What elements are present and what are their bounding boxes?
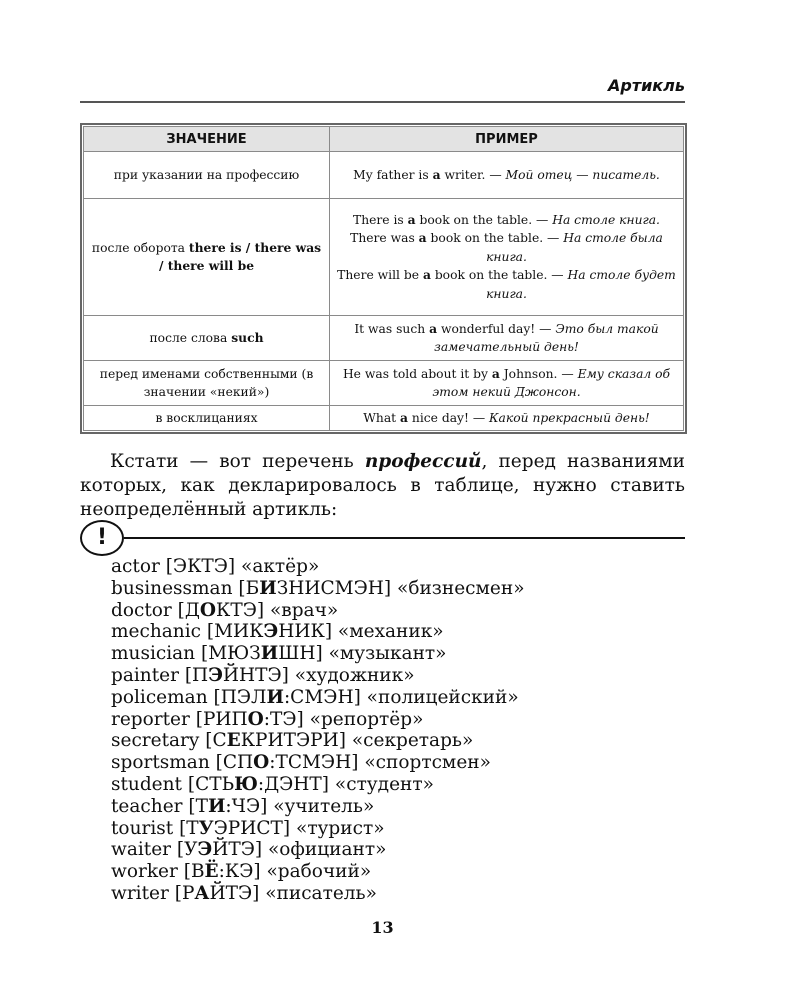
english-word: mechanic bbox=[111, 621, 201, 643]
list-item: waiter [УЭЙТЭ] «официант» bbox=[111, 839, 387, 861]
list-item: doctor [ДОКТЭ] «врач» bbox=[111, 599, 339, 621]
column-header-example: ПРИМЕР bbox=[330, 127, 684, 152]
table-row bbox=[84, 406, 684, 431]
example-line bbox=[334, 166, 679, 185]
transcription: РИП bbox=[202, 708, 248, 730]
transcription: ЙТЭ bbox=[212, 839, 255, 861]
stressed-vowel: О bbox=[247, 708, 264, 730]
example-en: It was such bbox=[354, 321, 430, 336]
list-item: policeman [ПЭЛИ:СМЭН] «полицейский» bbox=[111, 686, 519, 708]
list-item: actor [ЭКТЭ] «актёр» bbox=[111, 556, 320, 577]
transcription: :ЧЭ bbox=[225, 795, 261, 817]
profession-word-list bbox=[111, 556, 525, 905]
example-en: book on the table. — bbox=[426, 231, 564, 246]
intro-text: , перед названиями которых, как декларировалось в таблице, нужно ставить неопределённый артикль: bbox=[80, 451, 685, 520]
meaning-cell bbox=[84, 316, 330, 361]
example-translation: Ему сказал об этом некий Джонсон. bbox=[432, 366, 671, 399]
example-line bbox=[334, 211, 679, 230]
transcription: :СМЭН bbox=[283, 686, 354, 708]
stressed-vowel: Ё bbox=[204, 861, 219, 883]
article-usage-table bbox=[80, 123, 687, 434]
list-item: teacher [ТИ:ЧЭ] «учитель» bbox=[111, 795, 375, 817]
table-row bbox=[84, 152, 684, 199]
stressed-vowel: И bbox=[260, 643, 279, 665]
list-item: mechanic [МИКЭНИК] «механик» bbox=[111, 621, 444, 643]
meaning-cell bbox=[84, 199, 330, 316]
transcription: ЭРИСТ bbox=[213, 817, 283, 839]
list-item: student [СТЬЮ:ДЭНТ] «студент» bbox=[111, 773, 434, 795]
example-en: What bbox=[363, 410, 401, 425]
transcription: МЮЗ bbox=[208, 643, 261, 665]
english-word: painter bbox=[111, 664, 179, 686]
article-highlight: a bbox=[422, 267, 431, 283]
table-row bbox=[84, 361, 684, 406]
meaning-cell: при указании на профессию bbox=[84, 152, 330, 199]
example-line bbox=[334, 320, 679, 357]
example-translation: Мой отец — писатель. bbox=[505, 167, 660, 182]
russian-translation: репортёр bbox=[320, 708, 413, 730]
example-line bbox=[334, 409, 679, 428]
list-item: worker [ВЁ:КЭ] «рабочий» bbox=[111, 861, 372, 883]
russian-translation: секретарь bbox=[363, 730, 462, 752]
example-translation: На столе будет книга. bbox=[486, 268, 676, 301]
alert-divider bbox=[124, 537, 685, 539]
russian-translation: художник bbox=[306, 664, 404, 686]
english-word: tourist bbox=[111, 817, 174, 839]
list-item: writer [РАЙТЭ] «писатель» bbox=[111, 882, 377, 904]
intro-paragraph bbox=[80, 450, 685, 522]
example-line bbox=[334, 365, 679, 402]
example-cell bbox=[330, 406, 684, 431]
meaning-keyword: there is / there was / there will be bbox=[158, 239, 322, 273]
english-word: musician bbox=[111, 643, 196, 665]
russian-translation: бизнесмен bbox=[408, 577, 514, 599]
example-en: There was bbox=[350, 231, 419, 246]
stressed-vowel: О bbox=[199, 599, 217, 621]
example-en: book on the table. — bbox=[430, 268, 568, 283]
example-en: wonderful day! — bbox=[437, 321, 556, 336]
article-highlight: a bbox=[432, 166, 441, 182]
russian-translation: писатель bbox=[276, 882, 366, 904]
transcription: П bbox=[192, 664, 209, 686]
example-en: My father is bbox=[353, 167, 433, 182]
english-word: sportsman bbox=[111, 752, 210, 774]
transcription: Б bbox=[245, 577, 260, 599]
example-translation: На столе книга. bbox=[552, 212, 660, 227]
list-item: musician [МЮЗИШН] «музыкант» bbox=[111, 643, 447, 665]
list-item: tourist [ТУЭРИСТ] «турист» bbox=[111, 817, 385, 839]
transcription: Т bbox=[186, 817, 199, 839]
intro-emphasis: профессий bbox=[364, 451, 482, 472]
list-item: sportsman [СПО:ТСМЭН] «спортсмен» bbox=[111, 752, 491, 774]
transcription: ЙТЭ bbox=[209, 882, 253, 904]
transcription: Э bbox=[172, 556, 188, 577]
transcription: Т bbox=[195, 795, 208, 817]
transcription: ЗНИСМЭН bbox=[276, 577, 384, 599]
russian-translation: врач bbox=[281, 599, 327, 621]
meaning-keyword: such bbox=[231, 329, 264, 345]
example-translation: Это был такой замечательный день! bbox=[434, 321, 659, 354]
example-en: nice day! — bbox=[407, 410, 490, 425]
transcription: МИК bbox=[214, 621, 264, 643]
meaning-text: после оборота bbox=[91, 240, 189, 255]
transcription: СП bbox=[222, 752, 254, 774]
russian-translation: рабочий bbox=[277, 861, 360, 883]
english-word: worker bbox=[111, 861, 178, 883]
example-cell bbox=[330, 361, 684, 406]
stressed-vowel: Э bbox=[197, 839, 213, 861]
english-word: teacher bbox=[111, 795, 183, 817]
transcription: :ДЭНТ bbox=[257, 773, 322, 795]
example-en: He was told about it by bbox=[342, 366, 492, 381]
transcription: СТЬ bbox=[195, 773, 235, 795]
article-highlight: a bbox=[418, 230, 427, 246]
header-divider bbox=[80, 101, 685, 103]
stressed-vowel: Ю bbox=[234, 773, 258, 795]
example-en: There is bbox=[353, 212, 408, 227]
stressed-vowel: И bbox=[207, 795, 226, 817]
russian-translation: актёр bbox=[252, 556, 308, 577]
english-word: businessman bbox=[111, 577, 233, 599]
stressed-vowel: Э bbox=[208, 664, 223, 686]
example-translation: Какой прекрасный день! bbox=[489, 410, 650, 425]
english-word: actor bbox=[111, 556, 160, 577]
russian-translation: турист bbox=[307, 817, 374, 839]
example-cell bbox=[330, 199, 684, 316]
russian-translation: механик bbox=[349, 621, 433, 643]
english-word: secretary bbox=[111, 730, 200, 752]
list-item: secretary [СЕКРИТЭРИ] «секретарь» bbox=[111, 730, 474, 752]
article-highlight: a bbox=[491, 365, 500, 381]
list-item: painter [ПЭЙНТЭ] «художник» bbox=[111, 664, 415, 686]
english-word: writer bbox=[111, 882, 169, 904]
exclamation-icon: ! bbox=[80, 520, 124, 556]
stressed-vowel: И bbox=[259, 577, 277, 599]
russian-translation: учитель bbox=[284, 795, 363, 817]
russian-translation: студент bbox=[346, 773, 423, 795]
article-highlight: a bbox=[400, 409, 408, 425]
transcription: КРИТЭРИ bbox=[240, 730, 339, 752]
transcription: :ТСМЭН bbox=[269, 752, 352, 774]
russian-translation: музыкант bbox=[339, 643, 436, 665]
transcription: КТЭ bbox=[216, 599, 257, 621]
example-line bbox=[334, 266, 679, 303]
table-header-row bbox=[84, 127, 684, 152]
example-cell bbox=[330, 316, 684, 361]
stressed-vowel: А bbox=[194, 882, 210, 904]
transcription: :ТЭ bbox=[263, 708, 297, 730]
article-highlight: a bbox=[407, 211, 416, 227]
english-word: doctor bbox=[111, 599, 172, 621]
column-header-meaning: ЗНАЧЕНИЕ bbox=[84, 127, 330, 152]
transcription: КТЭ bbox=[187, 556, 228, 577]
english-word: student bbox=[111, 773, 182, 795]
list-item: businessman [БИЗНИСМЭН] «бизнесмен» bbox=[111, 577, 525, 599]
article-highlight: a bbox=[429, 320, 438, 336]
transcription: Д bbox=[184, 599, 200, 621]
stressed-vowel: И bbox=[266, 686, 284, 708]
english-word: policeman bbox=[111, 686, 208, 708]
transcription: Р bbox=[181, 882, 195, 904]
example-en: There will be bbox=[337, 268, 423, 283]
example-en: Johnson. — bbox=[499, 366, 578, 381]
meaning-text: после слова bbox=[149, 330, 232, 345]
stressed-vowel: У bbox=[198, 817, 214, 839]
russian-translation: официант bbox=[279, 839, 376, 861]
meaning-cell: перед именами собственными (в значении «некий») bbox=[84, 361, 330, 406]
transcription: ЙНТЭ bbox=[222, 664, 282, 686]
table-row bbox=[84, 316, 684, 361]
example-en: writer. — bbox=[440, 167, 506, 182]
intro-text: Кстати — вот перечень bbox=[110, 451, 365, 472]
usage-table bbox=[83, 126, 684, 431]
stressed-vowel: О bbox=[253, 752, 270, 774]
transcription: ПЭЛ bbox=[220, 686, 267, 708]
transcription: В bbox=[190, 861, 205, 883]
transcription: :КЭ bbox=[218, 861, 254, 883]
example-cell bbox=[330, 152, 684, 199]
list-item: reporter [РИПО:ТЭ] «репортёр» bbox=[111, 708, 424, 730]
transcription: ШН bbox=[278, 643, 316, 665]
stressed-vowel: Е bbox=[226, 730, 241, 752]
page-number: 13 bbox=[371, 918, 394, 937]
stressed-vowel: Э bbox=[263, 621, 279, 643]
running-header: Артикль bbox=[607, 76, 685, 95]
english-word: waiter bbox=[111, 839, 172, 861]
example-translation: На столе была книга. bbox=[486, 231, 663, 264]
russian-translation: спортсмен bbox=[375, 752, 480, 774]
example-line bbox=[334, 229, 679, 266]
transcription: С bbox=[212, 730, 227, 752]
example-en: book on the table. — bbox=[415, 212, 553, 227]
meaning-cell: в восклицаниях bbox=[84, 406, 330, 431]
transcription: НИК bbox=[278, 621, 325, 643]
transcription: У bbox=[184, 839, 198, 861]
russian-translation: полицейский bbox=[378, 686, 508, 708]
english-word: reporter bbox=[111, 708, 190, 730]
table-row bbox=[84, 199, 684, 316]
